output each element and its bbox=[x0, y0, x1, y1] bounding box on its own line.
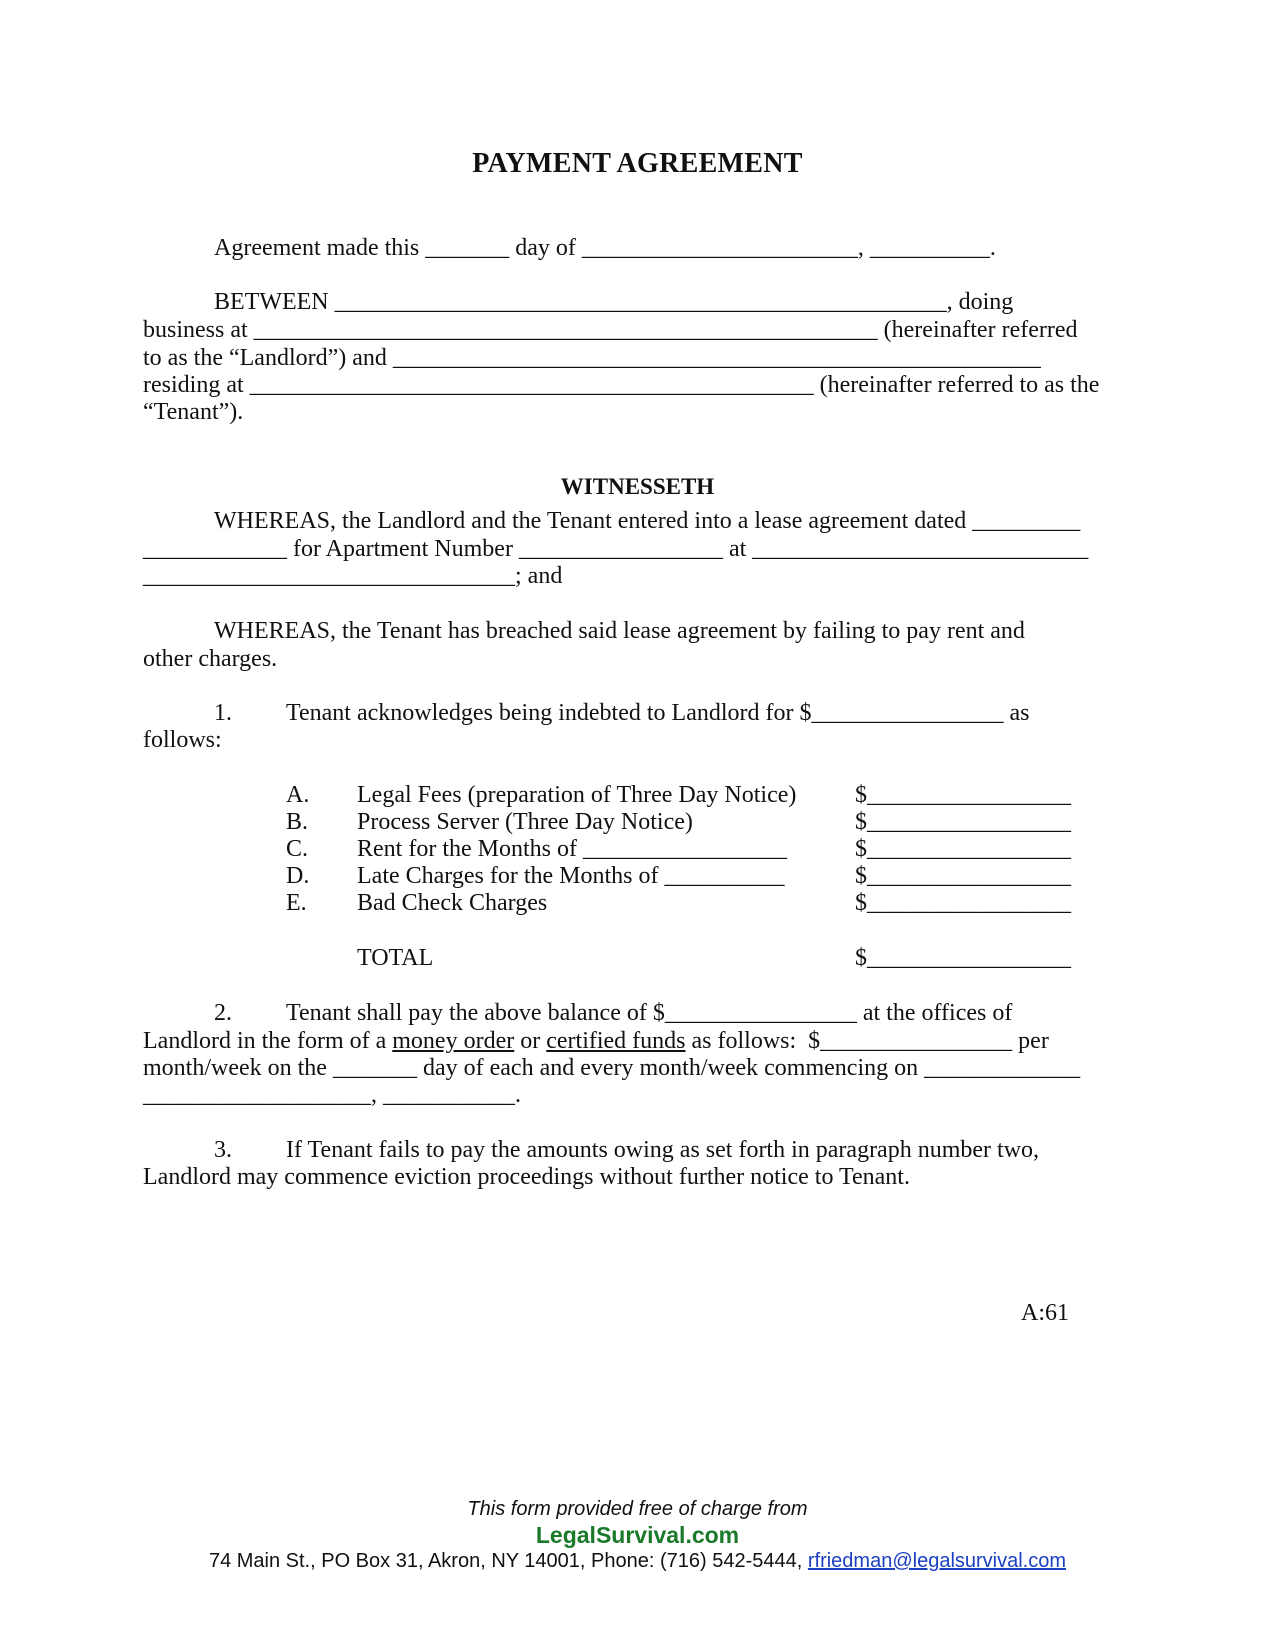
whereas1-line-1: WHEREAS, the Landlord and the Tenant entered into a lease agreement dated _________ bbox=[214, 508, 1081, 534]
charge-amount: $_________________ bbox=[855, 809, 1071, 835]
footer-brand-link[interactable]: LegalSurvival.com bbox=[535, 1522, 740, 1548]
charge-description: Rent for the Months of _________________ bbox=[357, 836, 787, 862]
charge-letter: B. bbox=[286, 809, 309, 835]
para3-line-1: If Tenant fails to pay the amounts owing as set forth in paragraph number two, bbox=[286, 1137, 1040, 1163]
money-order-text: money order bbox=[392, 1028, 515, 1054]
between-line-4: residing at _______________________________________________ (hereinafter referred to as the bbox=[143, 372, 1100, 398]
charge-description: Bad Check Charges bbox=[357, 890, 548, 916]
charge-amount: $_________________ bbox=[855, 836, 1071, 862]
charge-amount: $_________________ bbox=[855, 890, 1071, 916]
form-code: A:61 bbox=[1021, 1300, 1069, 1326]
total-amount: $_________________ bbox=[855, 945, 1071, 971]
para3-line-2: Landlord may commence eviction proceedings without further notice to Tenant. bbox=[143, 1164, 910, 1190]
total-label: TOTAL bbox=[357, 945, 434, 971]
para2-line-4: ___________________, ___________. bbox=[143, 1082, 521, 1108]
para3-number: 3. bbox=[214, 1137, 232, 1163]
footer-address-text: 74 Main St., PO Box 31, Akron, NY 14001, Phone: (716) 542-5444, bbox=[208, 1550, 808, 1572]
charge-amount: $_________________ bbox=[855, 863, 1071, 889]
between-line-5: “Tenant”). bbox=[143, 399, 244, 425]
document-title: PAYMENT AGREEMENT bbox=[472, 148, 803, 179]
para2-number: 2. bbox=[214, 1000, 232, 1026]
between-line-3: to as the “Landlord”) and ______________________________________________________ bbox=[143, 345, 1041, 371]
footer-provided-text: This form provided free of charge from bbox=[467, 1498, 808, 1520]
whereas1-line-2: ____________ for Apartment Number _________________ at ____________________________ bbox=[143, 536, 1089, 562]
charge-amount: $_________________ bbox=[855, 782, 1071, 808]
para2-line-1: Tenant shall pay the above balance of $________________ at the offices of bbox=[286, 1000, 1013, 1026]
para2-line-3: month/week on the _______ day of each and every month/week commencing on _____________ bbox=[143, 1055, 1081, 1081]
witnesseth-heading: WITNESSETH bbox=[560, 474, 715, 499]
charge-letter: E. bbox=[286, 890, 307, 916]
between-line-1: BETWEEN ___________________________________________________, doing bbox=[214, 289, 1014, 315]
intro-line: Agreement made this _______ day of _______________________, __________. bbox=[214, 235, 996, 261]
charge-letter: C. bbox=[286, 836, 309, 862]
whereas2-line-1: WHEREAS, the Tenant has breached said lease agreement by failing to pay rent and bbox=[214, 618, 1025, 644]
para1-line-2: follows: bbox=[143, 727, 222, 753]
para1-line-1: Tenant acknowledges being indebted to Landlord for $________________ as bbox=[286, 700, 1030, 726]
para2-line-2-b: or bbox=[514, 1028, 547, 1054]
certified-funds-text: certified funds bbox=[546, 1028, 686, 1054]
charge-description: Process Server (Three Day Notice) bbox=[357, 809, 693, 835]
para2-line-2-c: as follows: $________________ per bbox=[685, 1028, 1049, 1054]
charge-letter: A. bbox=[286, 782, 310, 808]
between-line-2: business at ____________________________________________________ (hereinafter referred bbox=[143, 317, 1078, 343]
para2-line-2-a: Landlord in the form of a bbox=[143, 1028, 393, 1054]
whereas1-line-3: _______________________________; and bbox=[143, 563, 563, 589]
footer-email-link[interactable]: rfriedman@legalsurvival.com bbox=[807, 1550, 1067, 1572]
charge-description: Late Charges for the Months of __________ bbox=[357, 863, 785, 889]
para1-number: 1. bbox=[214, 700, 232, 726]
whereas2-line-2: other charges. bbox=[143, 646, 278, 672]
charge-letter: D. bbox=[286, 863, 310, 889]
para2-line-2 bbox=[143, 1027, 1049, 1056]
charge-description: Legal Fees (preparation of Three Day Notice) bbox=[357, 782, 797, 808]
footer-address bbox=[0, 1550, 1275, 1573]
